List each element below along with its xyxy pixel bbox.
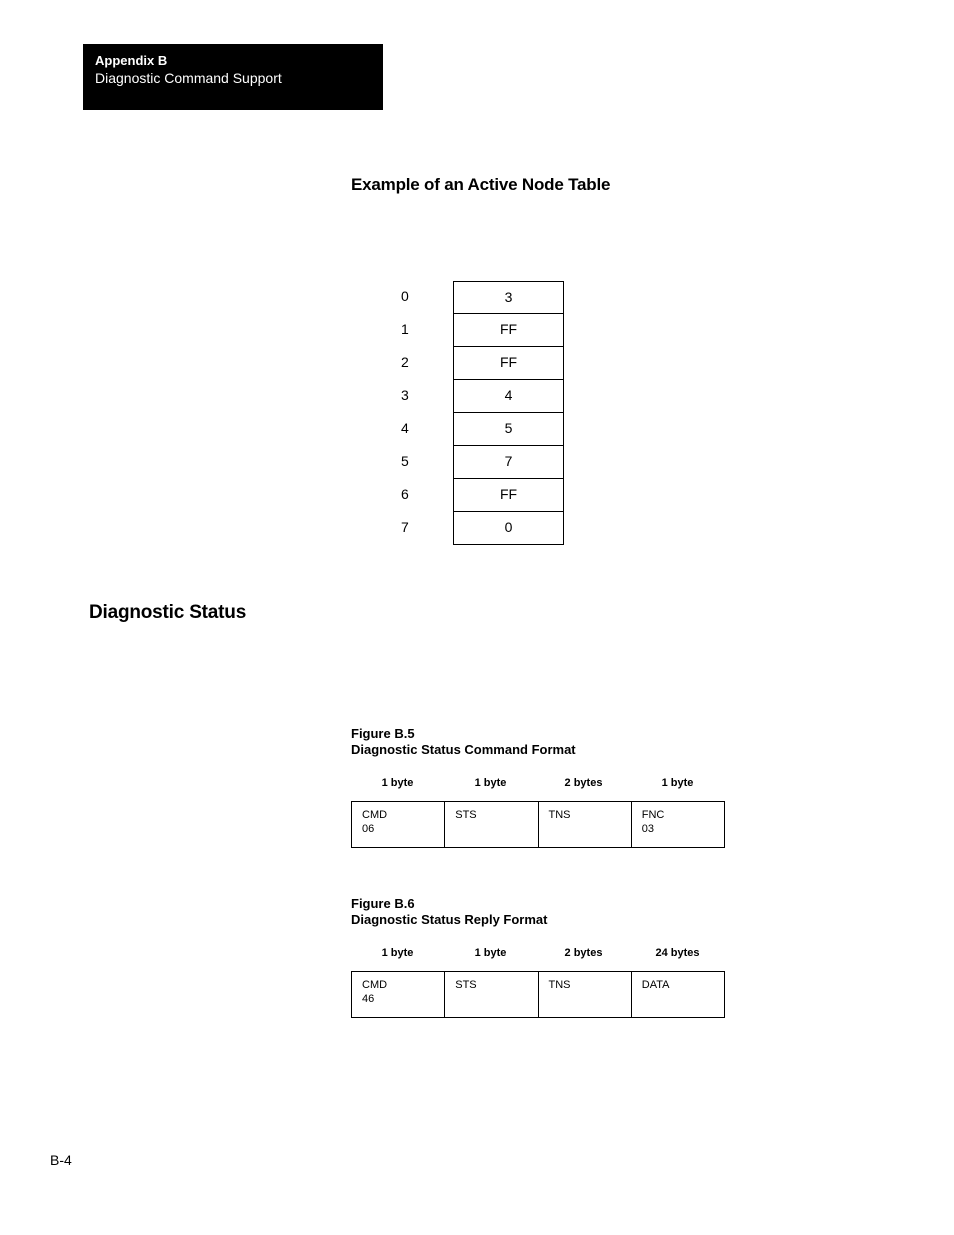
byte-size-label: 24 bytes	[655, 947, 700, 959]
field-name: STS	[455, 809, 477, 821]
field-name: CMD	[362, 979, 388, 991]
command-format-box	[351, 801, 725, 848]
node-index: 1	[401, 321, 409, 337]
node-value-cell: FF	[453, 347, 564, 380]
byte-size-label: 1 byte	[381, 947, 414, 959]
figure-b5	[351, 726, 731, 848]
appendix-header	[83, 44, 383, 110]
format-field-cell	[632, 802, 724, 847]
format-field-cell	[632, 972, 724, 1017]
appendix-section-title: Diagnostic Command Support	[95, 70, 282, 86]
node-index: 5	[401, 453, 409, 469]
node-index: 6	[401, 486, 409, 502]
byte-size-label: 1 byte	[381, 777, 414, 789]
node-index: 7	[401, 519, 409, 535]
reply-format-box	[351, 971, 725, 1018]
field-value: 06	[362, 823, 375, 835]
field-name: TNS	[548, 809, 571, 821]
format-field-cell	[445, 972, 538, 1017]
field-name: CMD	[362, 809, 388, 821]
node-index: 4	[401, 420, 409, 436]
byte-size-label: 2 bytes	[564, 947, 603, 959]
appendix-label: Appendix B	[95, 53, 168, 68]
field-name: FNC	[641, 809, 665, 821]
section-heading: Diagnostic Status	[89, 602, 247, 623]
byte-size-label: 1 byte	[474, 777, 507, 789]
figure-b6	[351, 896, 731, 1018]
byte-size-label: 1 byte	[661, 777, 694, 789]
field-name: DATA	[641, 979, 670, 991]
node-index: 0	[401, 288, 409, 304]
node-value-cell: 0	[453, 512, 564, 545]
node-value-cell: 7	[453, 446, 564, 479]
node-value-cell: 5	[453, 413, 564, 446]
field-name: STS	[455, 979, 477, 991]
format-field-cell	[445, 802, 538, 847]
node-value-cell: 4	[453, 380, 564, 413]
byte-size-row	[351, 777, 731, 791]
format-field-cell	[352, 802, 445, 847]
example-heading: Example of an Active Node Table	[351, 175, 611, 194]
figure-number: Figure B.5	[351, 726, 415, 741]
figure-number: Figure B.6	[351, 896, 415, 911]
byte-size-row	[351, 947, 731, 961]
format-field-cell	[539, 802, 632, 847]
figure-title: Diagnostic Status Command Format	[351, 742, 576, 757]
node-value-cell: FF	[453, 314, 564, 347]
node-index: 3	[401, 387, 409, 403]
node-value-cell: FF	[453, 479, 564, 512]
figure-title: Diagnostic Status Reply Format	[351, 912, 548, 927]
field-name: TNS	[548, 979, 571, 991]
field-value: 03	[641, 823, 654, 835]
page-number: B-4	[50, 1152, 72, 1168]
format-field-cell	[352, 972, 445, 1017]
field-value: 46	[362, 993, 375, 1005]
byte-size-label: 1 byte	[474, 947, 507, 959]
node-value-cell: 3	[453, 281, 564, 314]
format-field-cell	[539, 972, 632, 1017]
node-index: 2	[401, 354, 409, 370]
byte-size-label: 2 bytes	[564, 777, 603, 789]
